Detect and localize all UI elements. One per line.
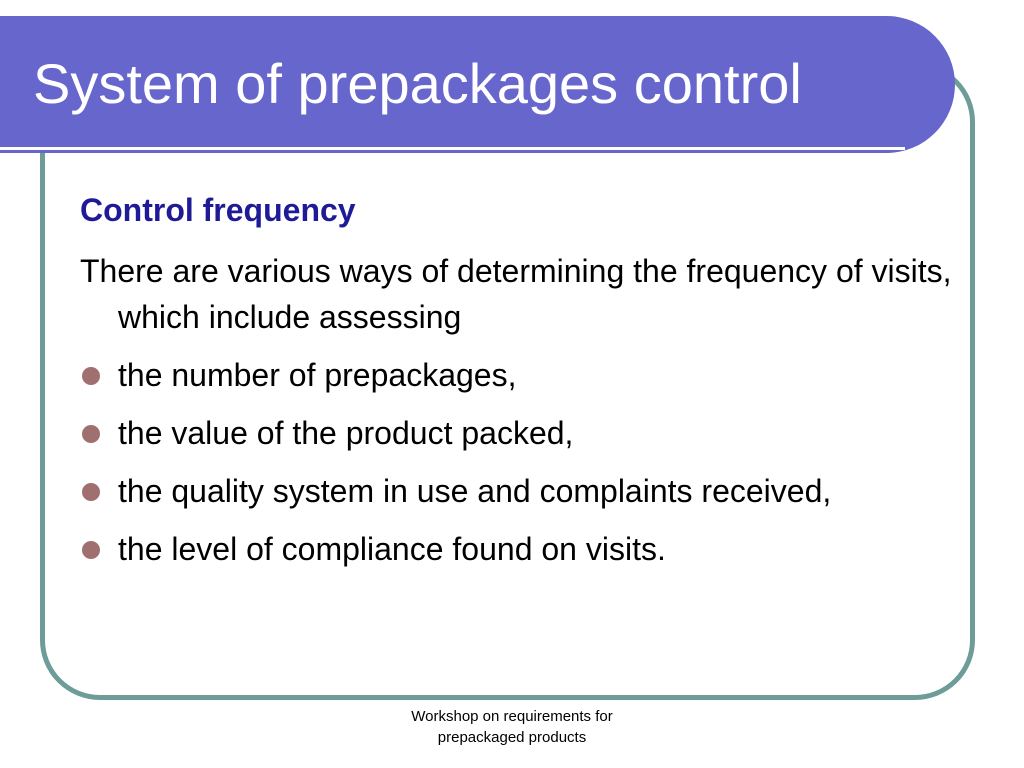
bullet-text: the number of prepackages,	[118, 357, 517, 393]
bullet-item	[80, 352, 920, 398]
title-underline	[0, 147, 905, 150]
intro-paragraph: There are various ways of determining the frequency of visits, which include assessing	[80, 253, 952, 335]
bullet-list	[80, 352, 920, 584]
title-bar	[0, 16, 955, 153]
bullet-item	[80, 410, 920, 456]
section-heading: Control frequency	[80, 192, 356, 228]
bullet-item	[80, 526, 920, 572]
slide-footer	[380, 706, 644, 748]
bullet-item	[80, 468, 920, 514]
bullet-dot-icon	[82, 483, 100, 501]
bullet-dot-icon	[82, 541, 100, 559]
footer-line: prepackaged products	[437, 729, 587, 746]
bullet-text: the quality system in use and complaints received,	[118, 473, 832, 509]
footer-line: Workshop on requirements for	[411, 708, 613, 725]
bullet-text: the level of compliance found on visits.	[118, 531, 666, 567]
bullet-dot-icon	[82, 367, 100, 385]
bullet-text: the value of the product packed,	[118, 415, 574, 451]
slide-title: System of prepackages control	[33, 52, 802, 115]
bullet-dot-icon	[82, 425, 100, 443]
